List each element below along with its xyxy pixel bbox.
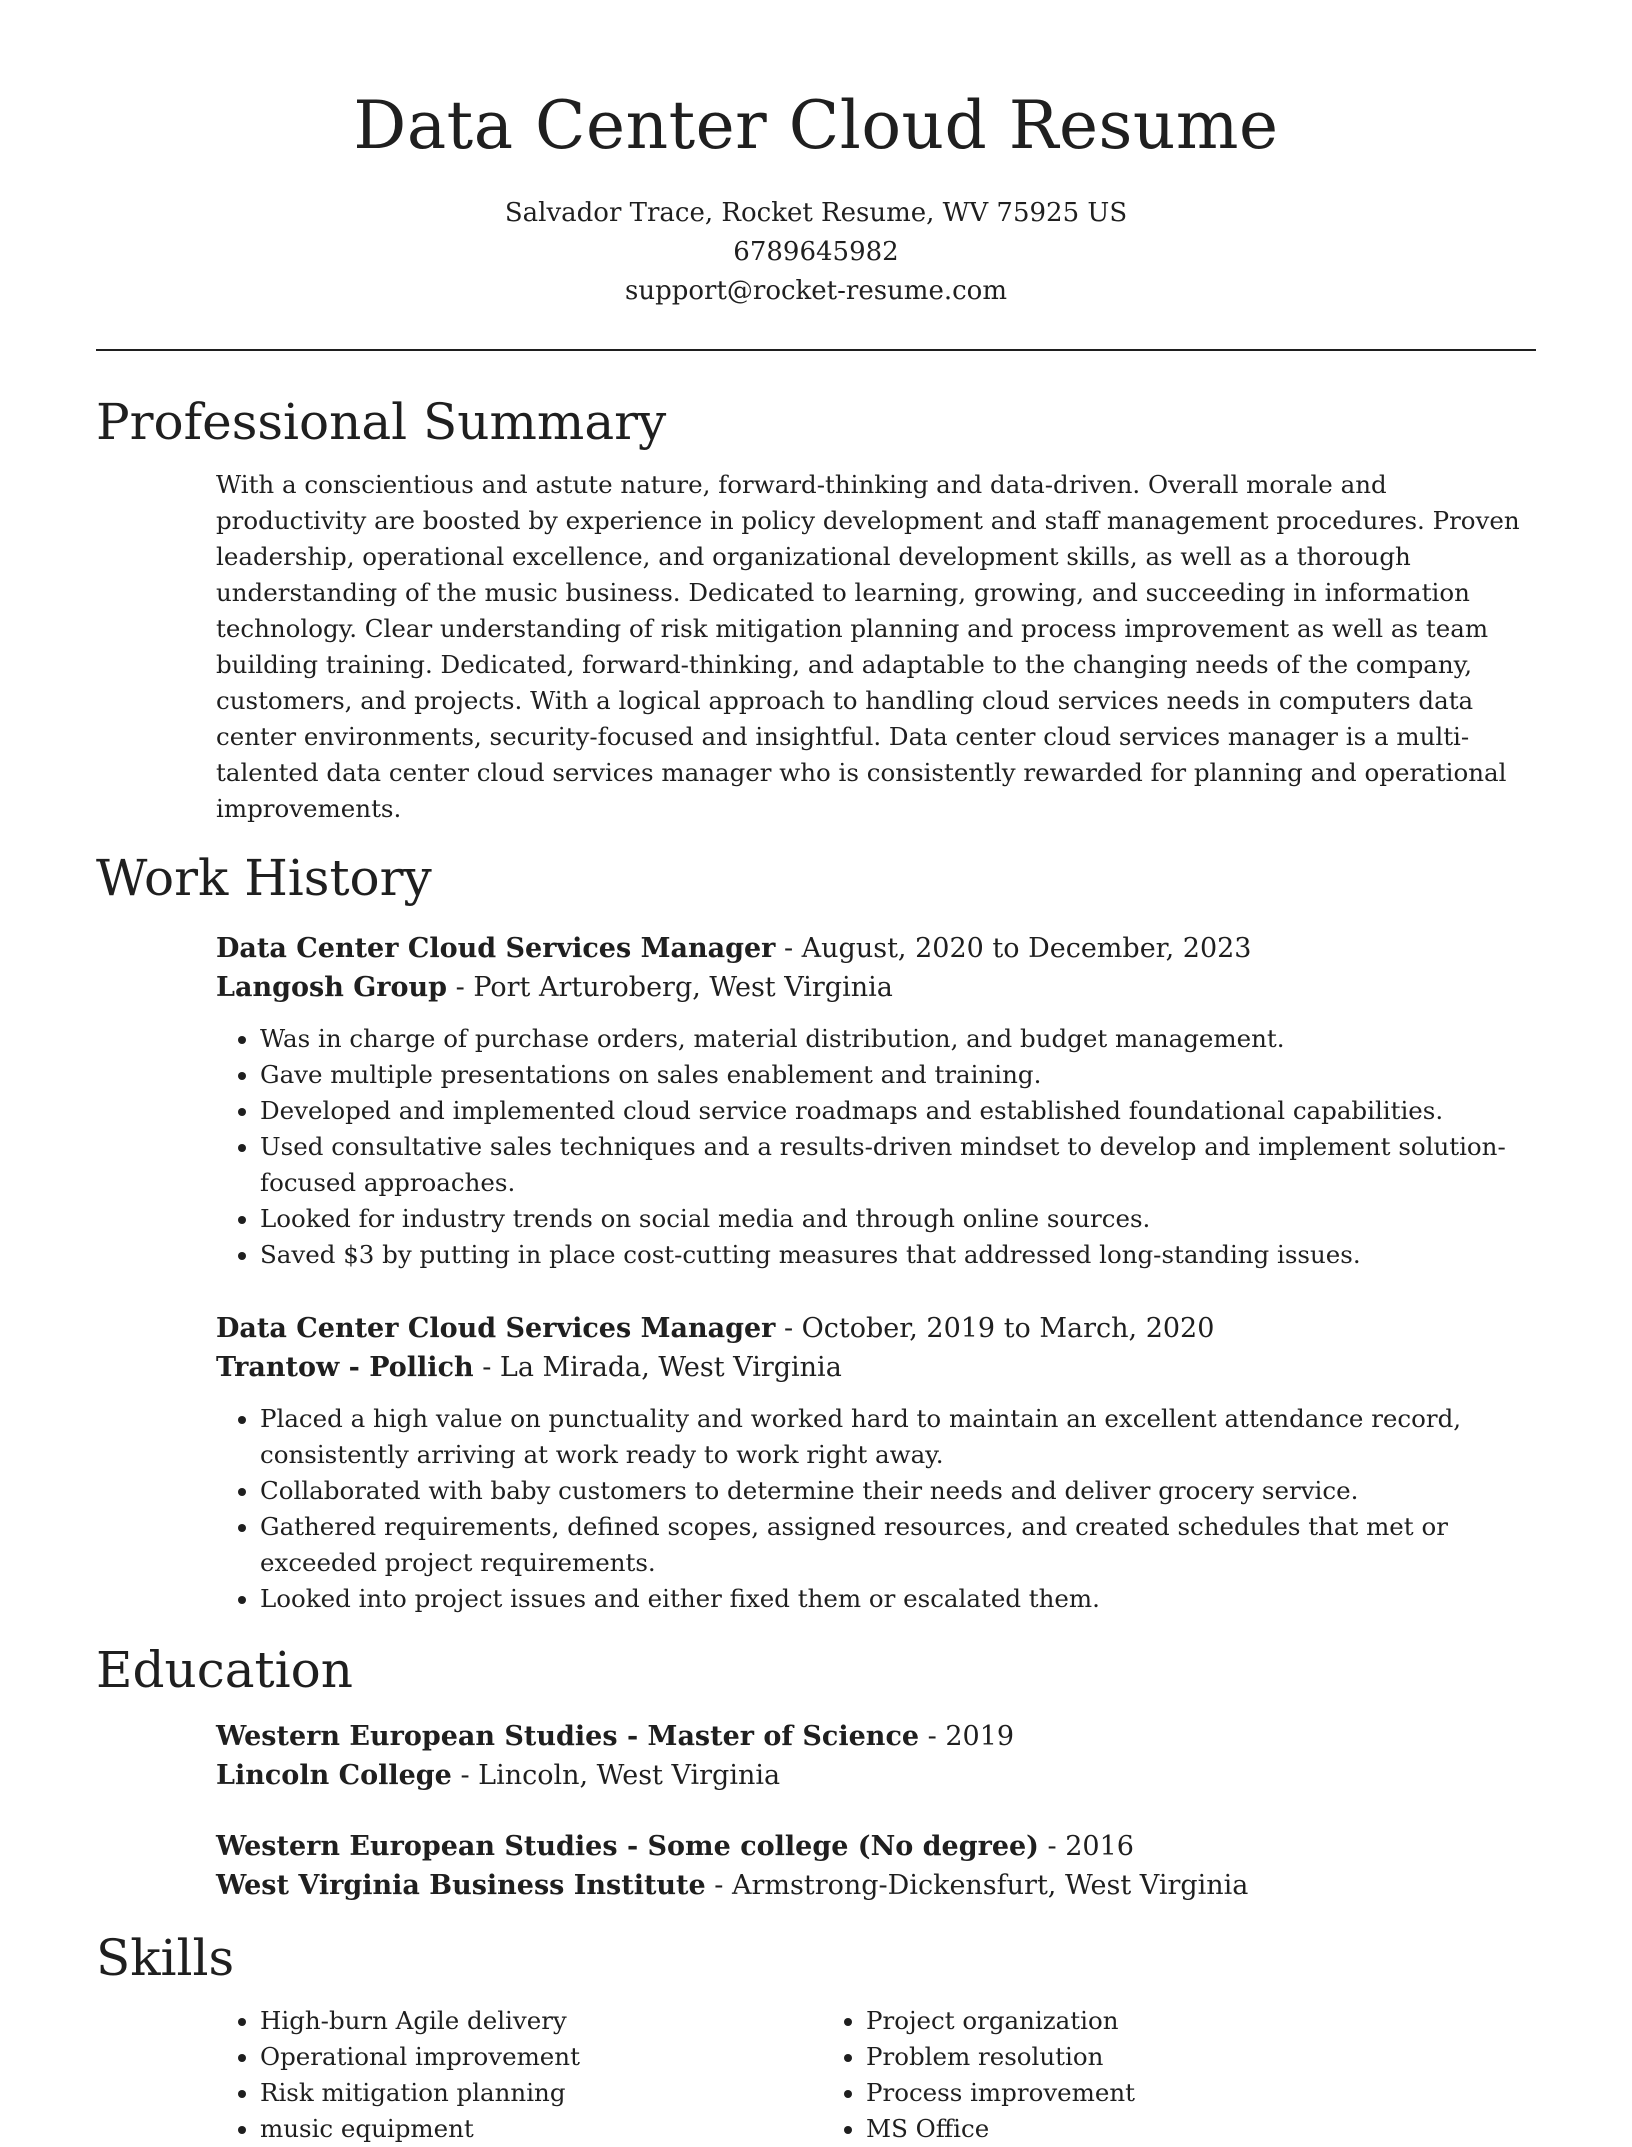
job-role: Data Center Cloud Services Manager bbox=[216, 933, 776, 964]
education-school: West Virginia Business Institute bbox=[216, 1870, 706, 1901]
education-degree-line bbox=[216, 1827, 1536, 1866]
job-title-line bbox=[216, 1309, 1536, 1348]
skills bbox=[216, 2003, 1536, 2147]
education-location: - Lincoln, West Virginia bbox=[451, 1760, 781, 1791]
education-school-line bbox=[216, 1756, 1536, 1795]
section-title-work-history: Work History bbox=[96, 849, 432, 907]
list-item: • Looked into project issues and either fixed them or escalated them. bbox=[260, 1581, 1536, 1617]
job-location: - La Mirada, West Virginia bbox=[473, 1352, 842, 1383]
job-dates: - August, 2020 to December, 2023 bbox=[775, 933, 1252, 964]
education-year: - 2016 bbox=[1038, 1831, 1134, 1862]
job-location: - Port Arturoberg, West Virginia bbox=[447, 972, 893, 1003]
job-company: Langosh Group bbox=[216, 972, 448, 1003]
education-entry bbox=[216, 1717, 1536, 1795]
contact-block bbox=[96, 194, 1536, 311]
list-item: • Saved $3 by putting in place cost-cutting measures that addressed long-standing issues. bbox=[260, 1237, 1536, 1273]
education-school: Lincoln College bbox=[216, 1760, 452, 1791]
list-item: • Operational improvement bbox=[260, 2039, 822, 2075]
list-item: • High-burn Agile delivery bbox=[260, 2003, 822, 2039]
header-divider bbox=[96, 349, 1536, 351]
list-item: • Developed and implemented cloud service roadmaps and established foundational capabilities. bbox=[260, 1093, 1536, 1129]
education-location: - Armstrong-Dickensfurt, West Virginia bbox=[705, 1870, 1249, 1901]
job-dates: - October, 2019 to March, 2020 bbox=[775, 1313, 1215, 1344]
education-school-line bbox=[216, 1866, 1536, 1905]
work-history bbox=[216, 929, 1536, 1617]
education-field: Western European Studies bbox=[216, 1831, 618, 1862]
contact-phone: 6789645982 bbox=[733, 237, 899, 267]
resume-header bbox=[96, 0, 1536, 311]
job-company: Trantow - Pollich bbox=[216, 1352, 474, 1383]
job-role: Data Center Cloud Services Manager bbox=[216, 1313, 776, 1344]
skills-column-left bbox=[216, 2003, 822, 2147]
section-title-education: Education bbox=[96, 1641, 353, 1699]
list-item: • Project organization bbox=[866, 2003, 1428, 2039]
list-item: • Gave multiple presentations on sales enablement and training. bbox=[260, 1057, 1536, 1093]
resume-page bbox=[96, 0, 1536, 2147]
contact-address: Salvador Trace, Rocket Resume, WV 75925 US bbox=[504, 198, 1128, 228]
list-item: • Looked for industry trends on social media and through online sources. bbox=[260, 1201, 1536, 1237]
job-title-line bbox=[216, 929, 1536, 968]
list-item: • Was in charge of purchase orders, material distribution, and budget management. bbox=[260, 1021, 1536, 1057]
job-company-line bbox=[216, 968, 1536, 1007]
education-degree-line bbox=[216, 1717, 1536, 1756]
resume-title: Data Center Cloud Resume bbox=[353, 87, 1279, 164]
job-bullets bbox=[216, 1021, 1536, 1273]
education-degree: - Master of Science bbox=[617, 1721, 920, 1752]
education bbox=[216, 1717, 1536, 1905]
job-company-line bbox=[216, 1348, 1536, 1387]
job-bullets bbox=[216, 1401, 1536, 1617]
list-item: • MS Office bbox=[866, 2111, 1428, 2147]
education-entry bbox=[216, 1827, 1536, 1905]
list-item: • music equipment bbox=[260, 2111, 822, 2147]
education-field: Western European Studies bbox=[216, 1721, 618, 1752]
list-item: • Gathered requirements, defined scopes, assigned resources, and created schedules that met or exceeded project requirements. bbox=[260, 1509, 1536, 1581]
skills-column-right bbox=[822, 2003, 1428, 2147]
summary-text: With a conscientious and astute nature, forward-thinking and data-driven. Overall morale and productivity are boosted by experience in policy development and staff management procedures. Proven leadership, operational excellence, and organizational development skills, as well as a thorough understanding of the music business. Dedicated to learning, growing, and succeeding in information technology. Clear understanding of risk mitigation planning and process improvement as well as team building training. Dedicated, forward-thinking, and adaptable to the changing needs of the company, customers, and projects. With a logical approach to handling cloud services needs in computers data center environments, security-focused and insightful. Data center cloud services manager is a multi-talented data center cloud services manager who is consistently rewarded for planning and operational improvements. bbox=[216, 470, 1520, 823]
section-title-skills: Skills bbox=[96, 1929, 235, 1987]
contact-email: support@rocket-resume.com bbox=[624, 276, 1007, 306]
list-item: • Process improvement bbox=[866, 2075, 1428, 2111]
list-item: • Used consultative sales techniques and a results-driven mindset to develop and implement solution-focused approaches. bbox=[260, 1129, 1536, 1201]
section-title-summary: Professional Summary bbox=[96, 393, 667, 451]
list-item: • Placed a high value on punctuality and worked hard to maintain an excellent attendance record, consistently arriving at work ready to work right away. bbox=[260, 1401, 1536, 1473]
list-item: • Problem resolution bbox=[866, 2039, 1428, 2075]
job-entry bbox=[216, 929, 1536, 1273]
skills-grid bbox=[216, 2003, 1536, 2147]
list-item: • Risk mitigation planning bbox=[260, 2075, 822, 2111]
education-year: - 2019 bbox=[919, 1721, 1015, 1752]
list-item: • Collaborated with baby customers to determine their needs and deliver grocery service. bbox=[260, 1473, 1536, 1509]
education-degree: - Some college (No degree) bbox=[617, 1831, 1039, 1862]
job-entry bbox=[216, 1309, 1536, 1617]
